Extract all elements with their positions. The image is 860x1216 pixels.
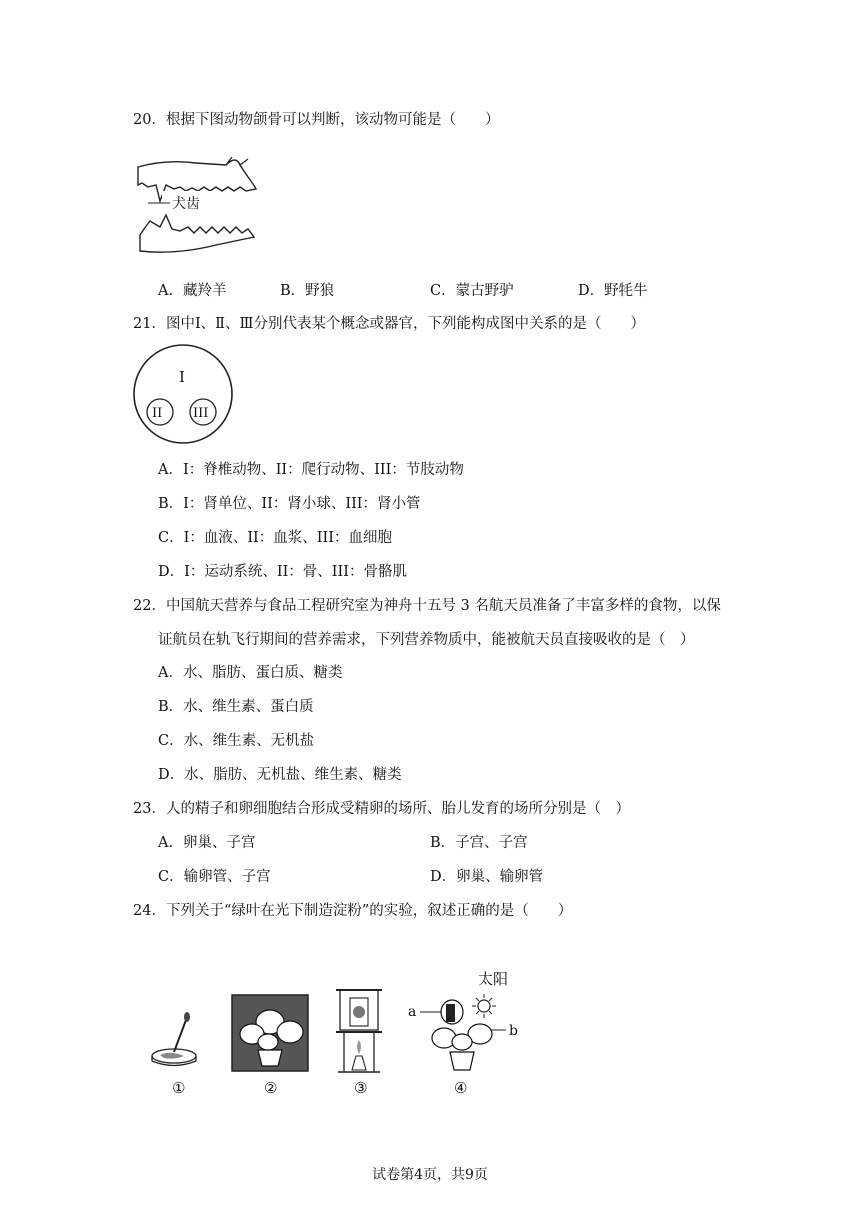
circle-label-3: III xyxy=(193,406,209,421)
q23-stem: 23．人的精子和卵细胞结合形成受精卵的场所、胎儿发育的场所分别是（ ） xyxy=(133,801,630,817)
q22-option-d: D．水、脂肪、无机盐、维生素、糖类 xyxy=(158,767,402,783)
q21-option-b: B．I：肾单位、II：肾小球、III：肾小管 xyxy=(158,496,421,512)
q20-stem: 20．根据下图动物颌骨可以判断，该动物可能是（ ） xyxy=(133,112,500,128)
canine-label: 犬齿 xyxy=(172,196,200,212)
q21-stem: 21．图中Ⅰ、Ⅱ、Ⅲ分别代表某个概念或器官，下列能构成图中关系的是（ ） xyxy=(133,316,646,332)
q22-stem-line1: 22．中国航天营养与食品工程研究室为神舟十五号 3 名航天员准备了丰富多样的食物，以保 xyxy=(133,598,721,614)
q21-option-a: A．I：脊椎动物、II：爬行动物、III：节肢动物 xyxy=(158,462,464,478)
q23-option-d: D．卵巢、输卵管 xyxy=(430,869,544,885)
label-a: a xyxy=(408,1004,417,1020)
concept-circle-figure xyxy=(130,342,238,450)
q22-stem-line2: 证航员在轨飞行期间的营养需求，下列营养物质中，能被航天员直接吸收的是（ ） xyxy=(158,632,695,648)
page-footer: 试卷第4页，共9页 xyxy=(372,1167,488,1183)
plant-in-dark-box-icon xyxy=(232,995,308,1071)
q24-stem: 24．下列关于“绿叶在光下制造淀粉”的实验，叙述正确的是（ ） xyxy=(133,903,573,919)
q22-option-c: C．水、维生素、无机盐 xyxy=(158,733,315,749)
circle-label-2: II xyxy=(152,406,163,421)
circle-label-1: I xyxy=(179,368,185,386)
q23-option-a: A．卵巢、子宫 xyxy=(158,835,256,851)
petri-dish-dropper-icon xyxy=(152,1012,196,1066)
sun-label: 太阳 xyxy=(478,970,509,988)
plant-in-light-icon xyxy=(432,1000,492,1070)
step-number-3: ③ xyxy=(354,1079,368,1097)
jaw-figure xyxy=(136,155,258,259)
water-bath-apparatus-icon xyxy=(336,990,382,1072)
starch-experiment-figure xyxy=(140,960,530,1100)
q20-option-b: B．野狼 xyxy=(280,283,335,299)
q21-option-c: C．I：血液、II：血浆、III：血细胞 xyxy=(158,530,392,546)
step-number-4: ④ xyxy=(454,1079,468,1097)
q23-option-c: C．输卵管、子宫 xyxy=(158,869,271,885)
step-number-1: ① xyxy=(172,1079,186,1097)
q20-option-c: C．蒙古野驴 xyxy=(430,283,514,299)
step-number-2: ② xyxy=(264,1079,278,1097)
sun-icon xyxy=(472,994,496,1018)
label-b: b xyxy=(509,1023,518,1039)
q20-option-d: D．野牦牛 xyxy=(578,283,648,299)
q22-option-b: B．水、维生素、蛋白质 xyxy=(158,699,314,715)
q23-option-b: B．子宫、子宫 xyxy=(430,835,528,851)
q21-option-d: D．I：运动系统、II：骨、III：骨骼肌 xyxy=(158,564,407,580)
q22-option-a: A．水、脂肪、蛋白质、糖类 xyxy=(158,665,343,681)
q20-option-a: A．藏羚羊 xyxy=(158,283,227,299)
